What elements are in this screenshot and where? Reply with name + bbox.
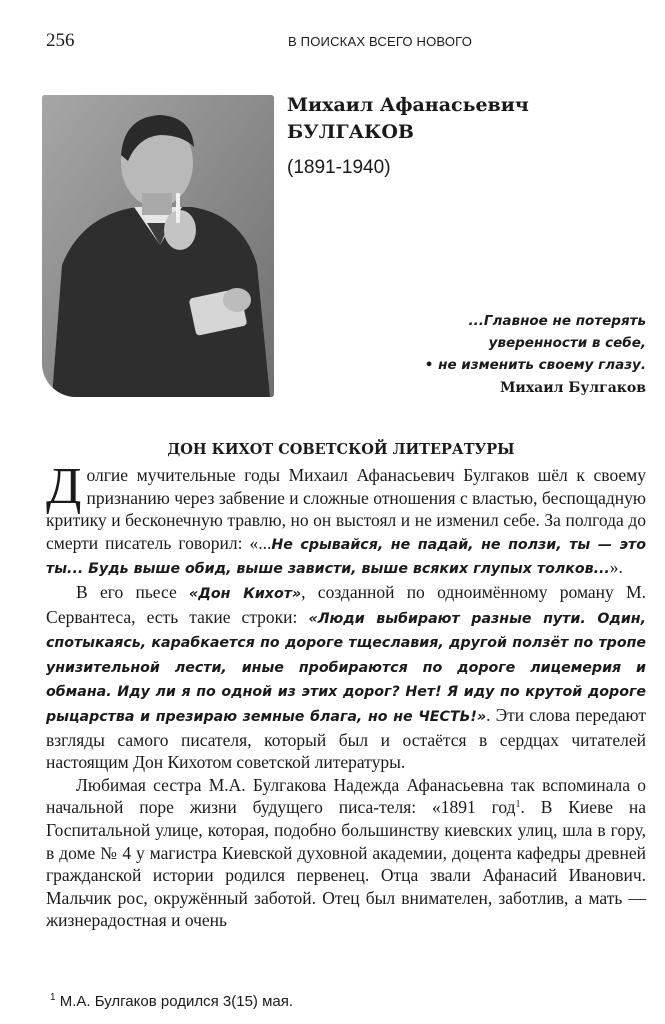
author-name <box>287 92 647 146</box>
epigraph-author: Михаил Булгаков <box>499 380 646 396</box>
epigraph-line: уверенности в себе, <box>488 335 646 351</box>
author-portrait <box>42 95 274 397</box>
author-surname: БУЛГАКОВ <box>287 121 414 143</box>
footnote-number: 1 <box>50 992 56 1003</box>
drop-cap: Д <box>46 458 82 515</box>
paragraph-text: В его пьесе <box>76 581 190 602</box>
author-first-name: Михаил Афанасьевич <box>287 94 529 116</box>
epigraph-line: • не изменить своему глазу. <box>424 357 646 373</box>
running-head: В ПОИСКАХ ВСЕГО НОВОГО <box>288 34 473 49</box>
paragraph-text: . В Киеве на Госпитальной улице, которая, подобно большинству киевских улиц, шла в гору, в доме № 4 у магистра Киевской духовной академии, доцента кафедры древней гражданской истории родился первенец. Отца звали Афанасий Иванович. Мальчик рос, окружённый заботой. Отец был внимателен, заботлив, а мать — жизнерадостная и очень <box>46 797 646 931</box>
paragraph-text: . Эти слова передают взгляды самого писателя, который был и остаётся в сердцах читателей настоящим Дон Кихотом советской литературы. <box>46 704 646 773</box>
quote-highlight: Не срывайся, не падай, не ползи, ты — это ты... Будь выше обид, выше зависти, выше всяких глупых толков... <box>46 536 646 578</box>
footnote-text: М.А. Булгаков родился 3(15) мая. <box>55 993 294 1010</box>
paragraph-1 <box>46 458 646 581</box>
footnote-marker: 1 <box>515 799 521 811</box>
page-number: 256 <box>46 30 75 51</box>
author-years: (1891-1940) <box>287 157 391 178</box>
article-body <box>46 458 647 932</box>
paragraph-3 <box>46 774 646 932</box>
paragraph-text: олгие мучительные годы Михаил Афанасьевич Булгаков шёл к своему признанию через забвение и сложные отношения с властью, беспощадную критику и бесконечную травлю, но он выстоял и не изменил себе. За полгода до смерти писатель говорил: «... <box>46 465 646 553</box>
footnote <box>50 993 293 1010</box>
play-title: «Дон Кихот» <box>189 585 302 602</box>
epigraph <box>316 310 646 399</box>
paragraph-text: ». <box>609 557 623 578</box>
section-title: ДОН КИХОТ СОВЕТСКОЙ ЛИТЕРАТУРЫ <box>167 441 515 458</box>
quote-highlight: «Люди выбирают разные пути. Один, спотыкаясь, карабкается по дороге тщеславия, другой ползёт по тропе унизительной лести, иные пробираются по дороге лицемерия и обмана. Иду ли я по одной из этих дорог? Нет! Я иду по крутой дороге рыцарства и презираю земные блага, но не ЧЕСТЬ!» <box>46 610 647 725</box>
paragraph-text: , созданной по одноимённому роману М. Сервантеса, есть такие строки: <box>46 581 646 627</box>
paragraph-text: Любимая сестра М.А. Булгакова Надежда Афанасьевна так вспоминала о начальной поре жизни будущего писа-теля: «1891 год <box>46 774 646 818</box>
paragraph-2 <box>46 581 646 774</box>
epigraph-line: ...Главное не потерять <box>468 313 646 329</box>
